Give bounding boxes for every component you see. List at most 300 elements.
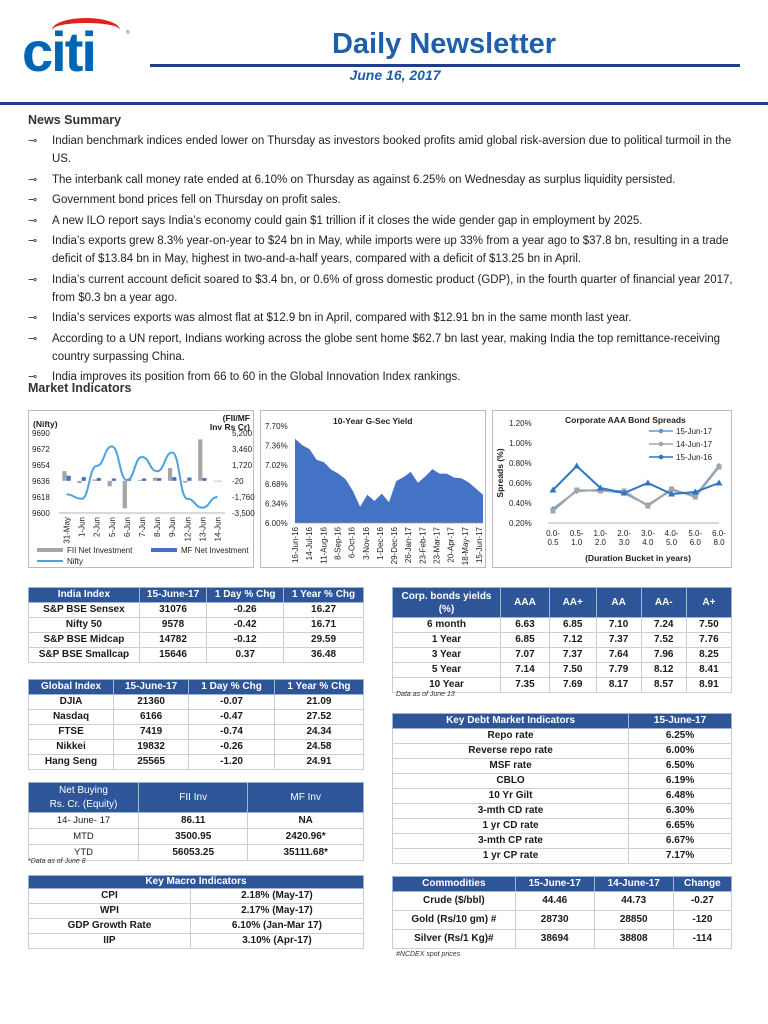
- chart1-x-tick: 31-May: [62, 517, 72, 544]
- corp-bonds-row: [393, 618, 732, 633]
- corp-bonds-cell: 10 Year: [393, 678, 501, 693]
- india-index-cell: 15646: [139, 648, 206, 663]
- chart2-x-tick: 23-Feb-17: [418, 527, 428, 564]
- corp-bonds-note: Data as of June 13: [396, 691, 455, 698]
- chart3-x-tick: 3.0: [618, 538, 630, 547]
- corp-bonds-cell: 7.64: [596, 648, 641, 663]
- global-index-cell: 25565: [114, 755, 189, 770]
- chart1-left-tick: 9600: [32, 509, 50, 518]
- india-index-cell: 0.37: [207, 648, 284, 663]
- chart3-y-tick: 0.60%: [509, 479, 532, 488]
- news-item: [28, 132, 744, 168]
- chart2-y-tick: 7.02%: [265, 460, 288, 470]
- chart1-left-tick: 9618: [32, 493, 50, 502]
- chart3-x-tick: 5.0-: [688, 529, 703, 538]
- debt-cell: 6.19%: [629, 774, 732, 789]
- debt-cell: 3-mth CP rate: [393, 834, 629, 849]
- corp-bonds-cell: 8.41: [686, 663, 731, 678]
- corp-bonds-cell: 7.79: [596, 663, 641, 678]
- corp-bonds-cell: 6.85: [501, 633, 550, 648]
- india-index-cell: -0.26: [207, 603, 284, 618]
- news-item: [28, 191, 744, 209]
- commodities-cell: 44.73: [594, 892, 673, 911]
- mf-bar: [97, 478, 101, 481]
- global-index-row: [29, 740, 364, 755]
- global-index-cell: 19832: [114, 740, 189, 755]
- debt-row: [393, 819, 732, 834]
- chart3-xlabel: (Duration Bucket in years): [585, 553, 691, 563]
- chart3-y-tick: 0.40%: [509, 499, 532, 508]
- mf-inv-header: MF Inv: [248, 783, 364, 813]
- corp-bonds-cell: 7.50: [549, 663, 596, 678]
- aaa-spreads-chart-svg: [493, 411, 733, 569]
- commodities-row: [393, 930, 732, 949]
- commodities-cell: Crude ($/bbl): [393, 892, 516, 911]
- spread-point: [551, 509, 556, 514]
- fii-bar: [62, 471, 66, 481]
- chart1-x-tick: 6-Jun: [122, 517, 132, 538]
- news-item: [28, 309, 744, 327]
- mf-bar: [82, 477, 86, 481]
- india-index-cell: 16.27: [284, 603, 364, 618]
- fii-bar: [213, 481, 217, 482]
- macro-table: [28, 875, 364, 949]
- corp-bonds-cell: 7.37: [596, 633, 641, 648]
- net-buying-cell: 56053.25: [139, 845, 248, 861]
- chart3-y-tick: 0.80%: [509, 459, 532, 468]
- fii-bar: [77, 481, 81, 483]
- commodities-header-col-3: Change: [673, 877, 731, 892]
- net-buying-cell: 86.11: [139, 813, 248, 829]
- corp-bonds-cell: 7.10: [596, 618, 641, 633]
- gsec-yield-chart-svg: [261, 411, 487, 569]
- debt-cell: 10 Yr Gilt: [393, 789, 629, 804]
- global-index-row: [29, 725, 364, 740]
- legend-mf: MF Net Investment: [181, 546, 249, 555]
- global-index-cell: -0.47: [189, 710, 275, 725]
- corp-bonds-cell: 5 Year: [393, 663, 501, 678]
- india-index-row: [29, 618, 364, 633]
- global-index-cell: 24.91: [274, 755, 363, 770]
- chart1-right-tick: 1,720: [232, 461, 253, 470]
- corp-bonds-col-2: AA: [596, 588, 641, 618]
- commodities-cell: -120: [673, 911, 731, 930]
- chart1-left-tick: 9654: [32, 461, 50, 470]
- net-buying-cell: NA: [248, 813, 364, 829]
- news-text: India’s exports grew 8.3% year-on-year to $24 bn in May, while imports were up 33% from a year ago to $37.8 bn, resulting in a trade deficit of $13.84 bn in May, highest in two-and-a-half years, compared with a deficit of $13.25 bn in April.: [52, 235, 729, 265]
- key-bullet-icon: ⊸: [28, 371, 38, 383]
- corp-bonds-cell: 6.85: [549, 618, 596, 633]
- india-index-header-col-2: 1 Day % Chg: [207, 588, 284, 603]
- fii-bar: [153, 478, 157, 481]
- mf-bar: [157, 478, 161, 481]
- chart3-x-tick: 5.0: [666, 538, 678, 547]
- corp-bonds-cell: 7.52: [641, 633, 686, 648]
- chart1-x-tick: 8-Jun: [153, 517, 163, 538]
- india-index-cell: 9578: [139, 618, 206, 633]
- global-index-cell: -0.74: [189, 725, 275, 740]
- corp-bonds-col-0: AAA: [501, 588, 550, 618]
- corp-bonds-cell: 7.12: [549, 633, 596, 648]
- news-text: India’s current account deficit soared to $3.4 bn, or 0.6% of gross domestic product (GDP), in the fourth quarter of financial year 2017, from $0.3 bn a year ago.: [52, 273, 733, 304]
- chart2-y-tick: 6.68%: [265, 480, 288, 490]
- debt-cell: 6.25%: [629, 729, 732, 744]
- mf-bar: [187, 478, 191, 481]
- fii-bar: [183, 481, 187, 483]
- global-index-cell: -0.07: [189, 695, 275, 710]
- news-item: [28, 368, 744, 386]
- commodities-cell: Silver (Rs/1 Kg)#: [393, 930, 516, 949]
- chart2-x-tick: 20-Apr-17: [446, 527, 456, 563]
- key-bullet-icon: ⊸: [28, 312, 38, 324]
- debt-row: [393, 744, 732, 759]
- corp-bonds-cell: 8.17: [596, 678, 641, 693]
- mf-bar: [172, 477, 176, 481]
- corp-bonds-col-1: AA+: [549, 588, 596, 618]
- corp-bonds-cell: 3 Year: [393, 648, 501, 663]
- global-index-header-col-3: 1 Year % Chg: [274, 680, 363, 695]
- global-index-cell: 24.58: [274, 740, 363, 755]
- gsec-area: [295, 439, 483, 523]
- debt-cell: 6.00%: [629, 744, 732, 759]
- mf-bar: [112, 479, 116, 481]
- chart3-x-tick: 6.0: [689, 538, 701, 547]
- corp-bonds-label: Corp. bonds yields (%): [393, 588, 501, 618]
- nifty-fii-chart-svg: [29, 411, 255, 569]
- chart2-y-tick: 7.36%: [265, 441, 288, 451]
- chart1-right-tick: -1,760: [232, 493, 255, 502]
- net-buying-cell: 2420.96*: [248, 829, 364, 845]
- global-index-header-col-0: Global Index: [29, 680, 114, 695]
- debt-row: [393, 834, 732, 849]
- debt-cell: 1 yr CP rate: [393, 849, 629, 864]
- india-index-cell: S&P BSE Smallcap: [29, 648, 140, 663]
- debt-cell: 6.65%: [629, 819, 732, 834]
- commodities-cell: 28850: [594, 911, 673, 930]
- chart2-x-tick: 18-May-17: [460, 527, 470, 566]
- global-index-cell: -1.20: [189, 755, 275, 770]
- global-index-cell: 21.09: [274, 695, 363, 710]
- india-index-row: [29, 603, 364, 618]
- spread-point: [644, 480, 651, 486]
- commodities-header-col-2: 14-June-17: [594, 877, 673, 892]
- chart3-x-tick: 0.5: [547, 538, 559, 547]
- chart2-x-tick: 11-Aug-16: [319, 527, 329, 564]
- chart1-right-tick: -20: [232, 477, 244, 486]
- net-buying-cell: MTD: [29, 829, 139, 845]
- chart2-x-tick: 6-Oct-16: [347, 527, 357, 559]
- chart1-x-tick: 9-Jun: [168, 517, 178, 538]
- market-indicators-title: Market Indicators: [28, 381, 132, 395]
- mf-bar: [67, 476, 71, 481]
- corp-bonds-row: [393, 648, 732, 663]
- commodities-cell: 38694: [515, 930, 594, 949]
- news-text: India improves its position from 66 to 60 in the Global Innovation Index rankings.: [52, 371, 461, 383]
- news-item: [28, 212, 744, 230]
- nifty-line: [67, 446, 218, 507]
- chart1-right-title: (FII/MF: [222, 413, 250, 423]
- india-index-header: [29, 588, 364, 603]
- chart1-right-title-2: Inv Rs Cr): [209, 422, 250, 432]
- legend-label-2: 15-Jun-16: [676, 453, 713, 462]
- chart3-ylabel: Spreads (%): [495, 448, 505, 498]
- chart3-x-tick: 1.0: [571, 538, 583, 547]
- debt-cell: 1 yr CD rate: [393, 819, 629, 834]
- india-index-row: [29, 648, 364, 663]
- global-index-cell: DJIA: [29, 695, 114, 710]
- corp-bonds-cell: 7.24: [641, 618, 686, 633]
- corp-bonds-col-3: AA-: [641, 588, 686, 618]
- chart3-x-tick: 4.0-: [664, 529, 679, 538]
- net-buying-cell: 14- June- 17: [29, 813, 139, 829]
- key-bullet-icon: ⊸: [28, 214, 38, 227]
- corp-bonds-cell: 1 Year: [393, 633, 501, 648]
- key-bullet-icon: ⊸: [28, 235, 38, 247]
- chart3-y-tick: 1.20%: [509, 419, 532, 428]
- chart3-x-tick: 2.0-: [617, 529, 632, 538]
- key-bullet-icon: ⊸: [28, 332, 38, 345]
- commodities-cell: 38808: [594, 930, 673, 949]
- global-index-header-col-2: 1 Day % Chg: [189, 680, 275, 695]
- chart3-x-tick: 6.0-: [712, 529, 726, 538]
- news-text: The interbank call money rate ended at 6.10% on Thursday as against 6.25% on Wednesday as surplus liquidity persisted.: [52, 173, 676, 186]
- legend-nifty: Nifty: [67, 557, 83, 566]
- corp-bonds-cell: 7.76: [686, 633, 731, 648]
- corp-bonds-cell: 7.37: [549, 648, 596, 663]
- net-buying-row: [29, 813, 364, 829]
- citi-logo: citi ®: [22, 20, 130, 83]
- chart2-x-tick: 14-Jul-16: [305, 527, 315, 561]
- debt-cell: 6.50%: [629, 759, 732, 774]
- debt-cell: 7.17%: [629, 849, 732, 864]
- macro-cell: 2.18% (May-17): [190, 889, 363, 904]
- india-index-cell: 29.59: [284, 633, 364, 648]
- nifty-fii-chart: [28, 410, 254, 568]
- legend-label-0: 15-Jun-17: [676, 427, 713, 436]
- chart2-y-tick: 6.34%: [265, 499, 288, 509]
- india-index-cell: 14782: [139, 633, 206, 648]
- news-text: Government bond prices fell on Thursday on profit sales.: [52, 194, 341, 206]
- chart1-title: (Nifty): [33, 419, 58, 429]
- corp-bonds-cell: 7.07: [501, 648, 550, 663]
- chart2-x-tick: 29-Dec-16: [390, 527, 400, 565]
- india-index-cell: 16.71: [284, 618, 364, 633]
- legend-fii-swatch: [37, 548, 63, 552]
- debt-row: [393, 774, 732, 789]
- news-text: Indian benchmark indices ended lower on Thursday as investors booked profits amid global risk-aversion due to political turmoil in the US.: [52, 135, 732, 165]
- debt-cell: Reverse repo rate: [393, 744, 629, 759]
- chart1-x-tick: 13-Jun: [198, 517, 208, 542]
- corp-bonds-table: [392, 587, 732, 693]
- macro-row: [29, 889, 364, 904]
- debt-row: [393, 759, 732, 774]
- india-index-cell: 36.48: [284, 648, 364, 663]
- chart2-x-tick: 26-Jan-17: [404, 527, 414, 564]
- debt-row: [393, 849, 732, 864]
- net-buying-cell: 3500.95: [139, 829, 248, 845]
- corp-bonds-row: [393, 633, 732, 648]
- net-buying-cell: YTD: [29, 845, 139, 861]
- fii-bar: [198, 439, 202, 480]
- macro-cell: 6.10% (Jan-Mar 17): [190, 919, 363, 934]
- india-index-cell: 31076: [139, 603, 206, 618]
- chart1-left-tick: 9636: [32, 477, 50, 486]
- chart1-right-tick: 5,200: [232, 429, 253, 438]
- net-buying-cell: 35111.68*: [248, 845, 364, 861]
- india-index-table: [28, 587, 364, 663]
- net-buying-note: *Data as of June 8: [28, 858, 86, 865]
- global-index-cell: FTSE: [29, 725, 114, 740]
- fii-inv-header: FII Inv: [139, 783, 248, 813]
- debt-cell: Repo rate: [393, 729, 629, 744]
- global-index-cell: 6166: [114, 710, 189, 725]
- corp-bonds-cell: 7.50: [686, 618, 731, 633]
- chart2-x-tick: 8-Sep-16: [333, 527, 343, 560]
- commodities-header-col-1: 15-June-17: [515, 877, 594, 892]
- mf-bar: [217, 481, 221, 482]
- chart3-y-tick: 1.00%: [509, 439, 532, 448]
- chart3-x-tick: 3.0-: [640, 529, 655, 538]
- debt-cell: CBLO: [393, 774, 629, 789]
- global-index-cell: Nikkei: [29, 740, 114, 755]
- page-date: June 16, 2017: [349, 67, 441, 83]
- chart2-x-tick: 23-Mar-17: [432, 527, 442, 564]
- spread-point: [717, 465, 722, 470]
- news-text: A new ILO report says India’s economy could gain $1 trillion if it closes the wide gender gap in employment by 2025.: [52, 214, 643, 227]
- india-index-cell: -0.12: [207, 633, 284, 648]
- spread-point: [574, 488, 579, 493]
- net-buying-table: [28, 782, 364, 861]
- commodities-header-col-0: Commodities: [393, 877, 516, 892]
- global-index-cell: Hang Seng: [29, 755, 114, 770]
- corp-bonds-cell: 6 month: [393, 618, 501, 633]
- global-index-row: [29, 755, 364, 770]
- global-index-row: [29, 710, 364, 725]
- spread-point: [693, 495, 698, 500]
- chart3-x-tick: 2.0: [594, 538, 606, 547]
- chart1-x-tick: 1-Jun: [77, 517, 87, 538]
- commodities-row: [393, 911, 732, 930]
- macro-cell: CPI: [29, 889, 191, 904]
- india-index-cell: -0.42: [207, 618, 284, 633]
- debt-table: [392, 713, 732, 864]
- macro-row: [29, 904, 364, 919]
- spread-point: [645, 504, 650, 509]
- news-text: India’s services exports was almost flat at $12.9 bn in April, compared with $12.91 bn in the same month last year.: [52, 312, 632, 324]
- chart1-x-tick: 14-Jun: [213, 517, 223, 542]
- chart3-x-tick: 0.0-: [546, 529, 560, 538]
- corp-bonds-cell: 7.69: [549, 678, 596, 693]
- india-index-cell: Nifty 50: [29, 618, 140, 633]
- gsec-yield-chart: [260, 410, 486, 568]
- fii-bar: [93, 479, 97, 480]
- chart3-title: Corporate AAA Bond Spreads: [565, 415, 686, 425]
- chart1-x-tick: 5-Jun: [107, 517, 117, 538]
- chart1-left-tick: 9672: [32, 445, 50, 454]
- chart2-x-tick: 3-Nov-16: [361, 527, 371, 560]
- aaa-spreads-chart: [492, 410, 732, 568]
- corp-bonds-cell: 8.25: [686, 648, 731, 663]
- net-buying-row: [29, 829, 364, 845]
- mf-bar: [202, 478, 206, 481]
- news-item: [28, 171, 744, 189]
- global-index-cell: 27.52: [274, 710, 363, 725]
- chart3-x-tick: 0.5-: [569, 529, 584, 538]
- global-index-table: [28, 679, 364, 770]
- fii-bar: [138, 480, 142, 481]
- global-index-cell: 21360: [114, 695, 189, 710]
- page-title: Daily Newsletter: [331, 28, 557, 60]
- news-text: According to a UN report, Indians working across the globe sent home $62.7 bn last year, making India the top remittance-receiving country surpassing China.: [52, 332, 720, 363]
- debt-cell: 3-mth CD rate: [393, 804, 629, 819]
- logo-text: citi: [22, 20, 95, 83]
- global-index-cell: 7419: [114, 725, 189, 740]
- macro-header: Key Macro Indicators: [29, 876, 364, 889]
- commodities-cell: Gold (Rs/10 gm) #: [393, 911, 516, 930]
- key-bullet-icon: ⊸: [28, 173, 38, 186]
- chart2-x-tick: 15-Jun-17: [475, 527, 484, 564]
- global-index-cell: -0.26: [189, 740, 275, 755]
- macro-cell: IIP: [29, 934, 191, 949]
- commodities-table: [392, 876, 732, 949]
- key-bullet-icon: ⊸: [28, 194, 38, 206]
- commodities-cell: 28730: [515, 911, 594, 930]
- legend-marker-1: [659, 442, 664, 447]
- commodities-cell: 44.46: [515, 892, 594, 911]
- chart2-y-tick: 6.00%: [265, 519, 288, 528]
- chart2-x-tick: 1-Dec-16: [375, 527, 385, 560]
- news-item: [28, 232, 744, 268]
- chart1-x-tick: 2-Jun: [92, 517, 102, 538]
- corp-bonds-cell: 7.96: [641, 648, 686, 663]
- debt-row: [393, 789, 732, 804]
- spread-point: [716, 480, 723, 486]
- fii-bar: [168, 468, 172, 481]
- india-index-row: [29, 633, 364, 648]
- india-index-header-col-1: 15-June-17: [139, 588, 206, 603]
- chart1-x-tick: 12-Jun: [183, 517, 193, 542]
- debt-header-col-0: Key Debt Market Indicators: [393, 714, 629, 729]
- corp-bonds-cell: 7.35: [501, 678, 550, 693]
- commodities-note: #NCDEX spot prices: [396, 951, 461, 958]
- corp-bonds-cell: 8.91: [686, 678, 731, 693]
- macro-cell: WPI: [29, 904, 191, 919]
- global-index-cell: Nasdaq: [29, 710, 114, 725]
- debt-cell: 6.48%: [629, 789, 732, 804]
- legend-marker-2: [659, 455, 664, 460]
- header-divider: [0, 102, 768, 105]
- commodities-cell: -114: [673, 930, 731, 949]
- corp-bonds-cell: 7.14: [501, 663, 550, 678]
- global-index-cell: 24.34: [274, 725, 363, 740]
- macro-row: [29, 934, 364, 949]
- corp-bonds-col-4: A+: [686, 588, 731, 618]
- commodities-row: [393, 892, 732, 911]
- news-item: [28, 271, 744, 307]
- news-summary-title: News Summary: [28, 113, 122, 127]
- chart2-y-tick: 7.70%: [265, 422, 288, 431]
- macro-cell: GDP Growth Rate: [29, 919, 191, 934]
- chart1-right-tick: -3,500: [232, 509, 255, 518]
- corp-bonds-cell: 8.12: [641, 663, 686, 678]
- debt-header-col-1: 15-June-17: [629, 714, 732, 729]
- macro-cell: 3.10% (Apr-17): [190, 934, 363, 949]
- header: [0, 0, 768, 104]
- debt-row: [393, 804, 732, 819]
- chart1-left-tick: 9690: [32, 429, 50, 438]
- chart3-y-tick: 0.20%: [509, 519, 532, 528]
- india-index-cell: S&P BSE Midcap: [29, 633, 140, 648]
